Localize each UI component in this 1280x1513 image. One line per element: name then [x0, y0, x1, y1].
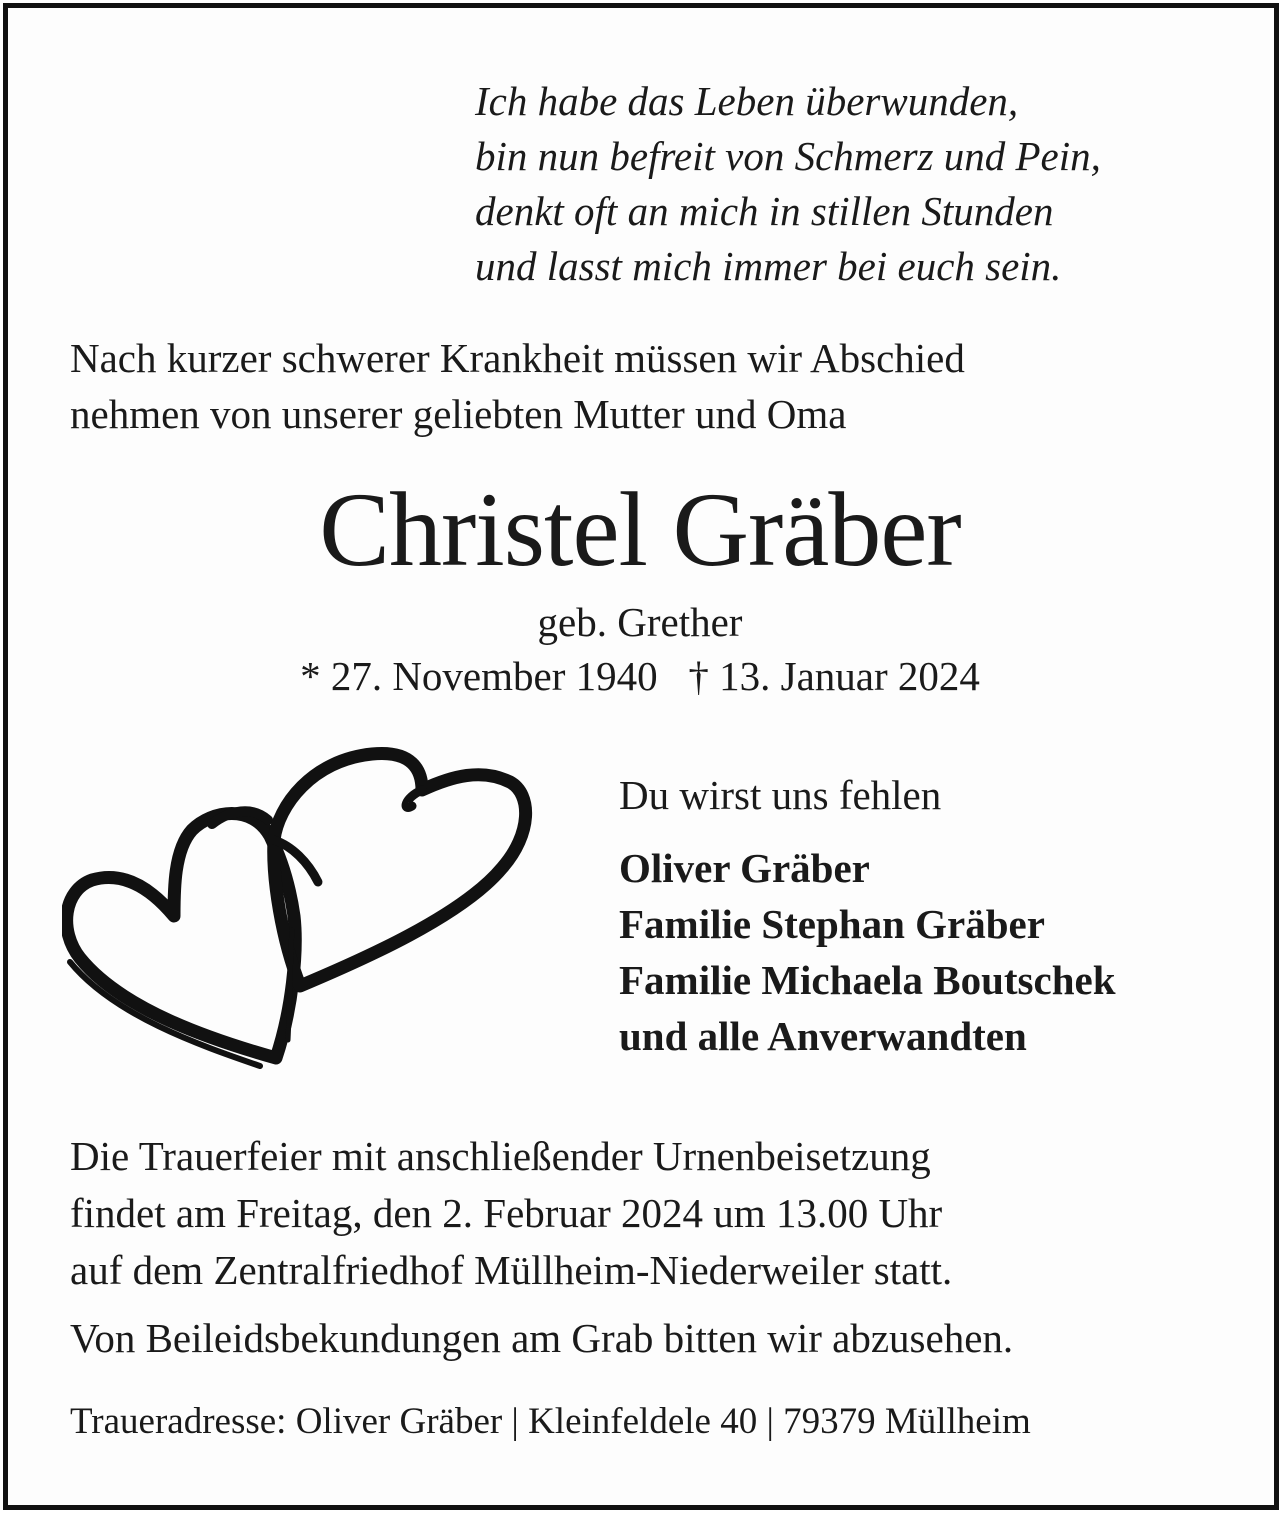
- mourner-name: Familie Stephan Gräber: [619, 901, 1045, 947]
- ceremony-line: auf dem Zentralfriedhof Müllheim-Niederweiler statt.: [70, 1247, 953, 1293]
- mourner-name: und alle Anverwandten: [619, 1013, 1027, 1059]
- left-heart-shape: [67, 814, 296, 1059]
- ceremony-line: Die Trauerfeier mit anschließender Urnenbeisetzung: [70, 1133, 931, 1179]
- mourners-list: [619, 840, 1116, 1064]
- memorial-poem: [475, 74, 1101, 294]
- life-dates: [0, 651, 1280, 701]
- intro-text: [70, 330, 965, 442]
- maiden-name: geb. Grether: [537, 599, 743, 645]
- intro-line: Nach kurzer schwerer Krankheit müssen wir Abschied: [70, 335, 965, 381]
- mourner-name: Familie Michaela Boutschek: [619, 957, 1116, 1003]
- poem-line: denkt oft an mich in stillen Stunden: [475, 188, 1054, 234]
- date-separator: [658, 653, 689, 699]
- poem-line: und lasst mich immer bei euch sein.: [475, 243, 1062, 289]
- condolence-note: Von Beileidsbekundungen am Grab bitten wir abzusehen.: [70, 1315, 1014, 1361]
- two-intertwined-hearts-icon: [62, 740, 542, 1085]
- ceremony-details: [70, 1128, 952, 1299]
- poem-line: Ich habe das Leben überwunden,: [475, 78, 1019, 124]
- mourner-name: Oliver Gräber: [619, 845, 870, 891]
- mourning-address: Traueradresse: Oliver Gräber | Kleinfeldele 40 | 79379 Müllheim: [70, 1401, 1031, 1442]
- death-date: † 13. Januar 2024: [688, 653, 980, 699]
- ceremony-line: findet am Freitag, den 2. Februar 2024 um 13.00 Uhr: [70, 1190, 943, 1236]
- birth-date: * 27. November 1940: [300, 653, 658, 699]
- farewell-line: Du wirst uns fehlen: [619, 772, 942, 818]
- deceased-name: Christel Gräber: [319, 471, 961, 588]
- poem-line: bin nun befreit von Schmerz und Pein,: [475, 133, 1101, 179]
- intro-line: nehmen von unserer geliebten Mutter und Oma: [70, 391, 847, 437]
